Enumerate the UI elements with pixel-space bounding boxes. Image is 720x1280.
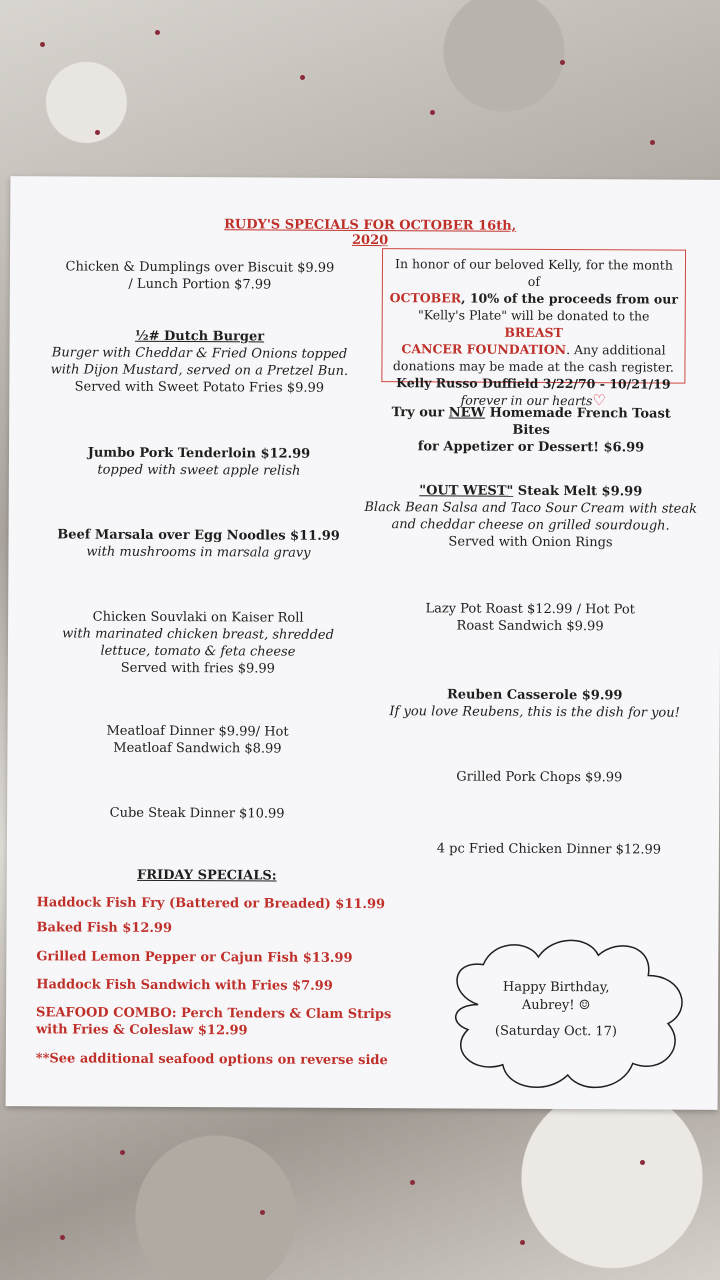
item-line: Roast Sandwich $9.99 — [456, 618, 604, 635]
granite-speck — [260, 1210, 265, 1215]
item-name-part: Steak Melt $9.99 — [513, 483, 643, 500]
menu-item — [38, 526, 358, 562]
notice-line — [389, 306, 679, 342]
combo-line: SEAFOOD COMBO: Perch Tenders & Clam Strips — [36, 1005, 392, 1023]
item-name: Jumbo Pork Tenderloin $12.99 — [87, 445, 311, 462]
notice-emphasis: BREAST — [504, 324, 563, 341]
menu-item — [360, 482, 700, 552]
promo-new: NEW — [448, 405, 486, 421]
item-description: topped with sweet apple relish — [97, 462, 301, 479]
promo-line: for Appetizer or Dessert! $6.99 — [417, 439, 645, 456]
birthday-line: Aubrey! ☺ — [521, 997, 591, 1014]
notice-text: "Kelly's Plate" will be donated to the — [417, 307, 650, 324]
honor-notice-box — [381, 248, 686, 410]
granite-speck — [430, 110, 435, 115]
item-name — [361, 482, 701, 501]
item-line: Meatloaf Sandwich $8.99 — [113, 740, 282, 757]
item-line: Lazy Pot Roast $12.99 / Hot Pot — [425, 601, 635, 618]
menu-sheet — [6, 176, 720, 1110]
promo-line — [371, 404, 691, 440]
heart-icon: ♡ — [592, 391, 606, 410]
item-description: and cheddar cheese on grilled sourdough. — [391, 517, 670, 534]
notice-line — [389, 289, 679, 308]
memorial-line: Kelly Russo Duffield 3/22/70 - 10/21/19 — [396, 375, 671, 392]
item-description: Burger with Cheddar & Fried Onions topped — [51, 345, 348, 362]
french-toast-promo — [371, 404, 691, 457]
item-description: with Dijon Mustard, served on a Pretzel Bun. — [50, 362, 349, 379]
friday-heading: FRIDAY SPECIALS: — [136, 867, 277, 884]
birthday-line: (Saturday Oct. 17) — [494, 1023, 618, 1040]
friday-item: Grilled Lemon Pepper or Cajun Fish $13.99 — [36, 949, 353, 966]
granite-speck — [155, 30, 160, 35]
item-description: with mushrooms in marsala gravy — [86, 544, 311, 561]
promo-text: Try our — [391, 405, 449, 421]
friday-item: Baked Fish $12.99 — [36, 920, 173, 936]
item-name: 4 pc Fried Chicken Dinner $12.99 — [436, 841, 662, 858]
menu-item — [399, 768, 679, 786]
item-name: Chicken Souvlaki on Kaiser Roll — [92, 609, 304, 626]
item-name: Cube Steak Dinner $10.99 — [109, 805, 285, 822]
combo-line: with Fries & Coleslaw $12.99 — [35, 1022, 248, 1039]
notice-line — [388, 340, 678, 359]
friday-item: Haddock Fish Sandwich with Fries $7.99 — [36, 977, 333, 994]
item-name-part: "OUT WEST" — [419, 483, 514, 499]
birthday-line: Happy Birthday, — [502, 979, 610, 996]
item-line: / Lunch Portion $7.99 — [128, 276, 272, 293]
granite-speck — [650, 140, 655, 145]
notice-text: forever in our hearts — [460, 392, 593, 409]
granite-speck — [520, 1240, 525, 1245]
notice-text: . Any additional — [566, 342, 666, 358]
granite-speck — [560, 60, 565, 65]
granite-speck — [95, 130, 100, 135]
menu-item — [37, 804, 357, 823]
granite-speck — [300, 75, 305, 80]
menu-item — [380, 600, 680, 636]
granite-speck — [640, 1160, 645, 1165]
item-description: If you love Reubens, this is the dish for you! — [389, 704, 680, 721]
menu-item — [29, 327, 369, 397]
menu-item — [49, 444, 349, 480]
birthday-message — [476, 979, 636, 1042]
menu-title: RUDY'S SPECIALS FOR OCTOBER 16th, 2020 — [224, 217, 517, 249]
notice-emphasis: CANCER FOUNDATION — [401, 341, 567, 358]
notice-text: , 10% of the proceeds from our — [461, 290, 678, 307]
item-name: Grilled Pork Chops $9.99 — [456, 769, 623, 786]
menu-item — [38, 608, 358, 678]
menu-item — [37, 722, 357, 758]
menu-item — [380, 686, 690, 722]
item-description: Black Bean Salsa and Taco Sour Cream with steak — [364, 500, 698, 517]
item-description: lettuce, tomato & feta cheese — [100, 643, 296, 660]
notice-line: In honor of our beloved Kelly, for the month of — [395, 256, 673, 289]
item-name: Reuben Casserole $9.99 — [446, 687, 623, 704]
item-description: with marinated chicken breast, shredded — [62, 626, 335, 643]
item-name: Beef Marsala over Egg Noodles $11.99 — [57, 527, 340, 544]
granite-speck — [40, 42, 45, 47]
reverse-side-note: **See additional seafood options on reverse side — [35, 1051, 388, 1069]
granite-speck — [60, 1235, 65, 1240]
item-serving: Served with Sweet Potato Fries $9.99 — [74, 379, 325, 396]
notice-emphasis: OCTOBER — [389, 290, 462, 306]
friday-item: Haddock Fish Fry (Battered or Breaded) $11.99 — [36, 895, 386, 913]
promo-text: Homemade French Toast Bites — [485, 405, 671, 438]
menu-item — [399, 840, 699, 859]
item-serving: Served with fries $9.99 — [120, 660, 276, 677]
menu-item — [50, 258, 350, 294]
item-name: Chicken & Dumplings over Biscuit $9.99 — [65, 259, 335, 276]
notice-line: donations may be made at the cash register. — [392, 358, 674, 375]
granite-speck — [410, 1180, 415, 1185]
seafood-combo — [36, 1004, 391, 1040]
granite-speck — [120, 1150, 125, 1155]
item-serving: Served with Onion Rings — [448, 534, 613, 551]
item-name: ½# Dutch Burger — [135, 328, 265, 345]
item-line: Meatloaf Dinner $9.99/ Hot — [106, 723, 289, 740]
